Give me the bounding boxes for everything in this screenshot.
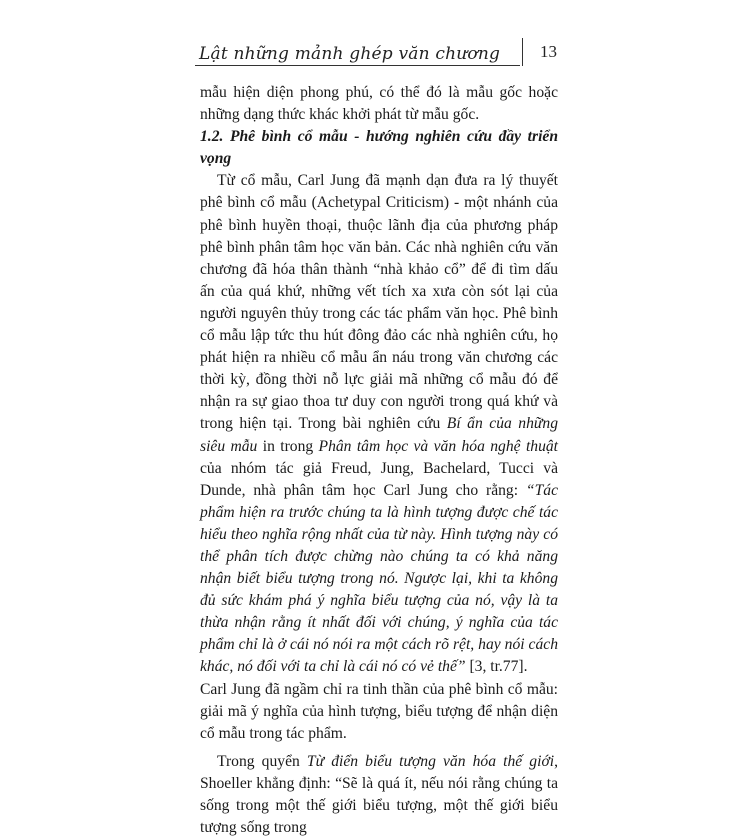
p1-citation: [3, tr.77]. [465, 658, 528, 676]
page-body [200, 82, 558, 839]
p1-work-title-1: Bí ẩn của những siêu mẫu [200, 415, 558, 455]
paragraph-2 [200, 751, 558, 839]
paragraph-1 [200, 170, 558, 678]
p2-text-b: , Shoeller khẳng định: “Sẽ là quá ít, nếu nói rằng chúng ta sống trong một thế giới biểu tượng, một thế giới biểu tượng sống trong [200, 752, 558, 837]
p1-text-b: in trong [257, 437, 319, 455]
p1-text-a: Từ cổ mẫu, Carl Jung đã mạnh dạn đưa ra lý thuyết phê bình cổ mẫu (Achetypal Criticism) - một nhánh của phê bình huyền thoại, thuộc lãnh địa của phương pháp phê bình phân tâm học văn bản. Các nhà nghiên cứu văn chương đã hóa thân thành “nhà khảo cổ” để đi tìm dấu ấn của quá khứ, những vết tích xa xưa còn sót lại của người nguyên thủy trong các tác phẩm văn học. Phê bình cổ mẫu lập tức thu hút đông đảo các nhà nghiên cứu, họ phát hiện ra nhiều cổ mẫu ẩn náu trong văn chương các thời kỳ, đồng thời nỗ lực giải mã những cổ mẫu đó để nhận ra sự giao thoa tư duy con người trong quá khứ và trong hiện tại. Trong bài nghiên cứu [200, 172, 558, 433]
header-rule [195, 65, 520, 66]
page-header [195, 38, 560, 70]
running-title: Lật những mảnh ghép văn chương [199, 44, 501, 64]
p2-work-title: Từ điển biểu tượng văn hóa thế giới [306, 752, 555, 770]
intro-paragraph: mẫu hiện diện phong phú, có thể đó là mẫu gốc hoặc những dạng thức khác khởi phát từ mẫu gốc. [200, 84, 558, 124]
p2-text-a: Trong quyển [217, 752, 307, 770]
page-number: 13 [540, 42, 557, 61]
section-heading: 1.2. Phê bình cổ mẫu - hướng nghiên cứu đầy triển vọng [200, 128, 558, 168]
p1-quote: “Tác phẩm hiện ra trước chúng ta là hình tượng được chế tác hiểu theo nghĩa rộng nhất của từ này. Hình tượng này có thể phân tích được chừng nào chúng ta có khả năng nhận biết biểu tượng trong nó. Ngược lại, khi ta không đủ sức khám phá ý nghĩa biểu tượng của nó, vậy là ta thừa nhận rằng ít nhất đối với chúng, ý nghĩa của tác phẩm chỉ là ở cái nó nói ra một cách rõ rệt, hay nói cách khác, nó đối với ta chỉ là cái nó có vẻ thế” [200, 481, 558, 676]
header-divider [522, 38, 523, 66]
p1-text-c: của nhóm tác giả Freud, Jung, Bachelard, Tucci và Dunde, nhà phân tâm học Carl Jung cho rằng: [200, 459, 558, 499]
p1-work-title-2: Phân tâm học và văn hóa nghệ thuật [318, 437, 558, 455]
paragraph-1-continued: Carl Jung đã ngầm chỉ ra tinh thần của phê bình cổ mẫu: giải mã ý nghĩa của hình tượng, biểu tượng để nhận diện cổ mẫu trong tác phẩm. [200, 680, 558, 742]
